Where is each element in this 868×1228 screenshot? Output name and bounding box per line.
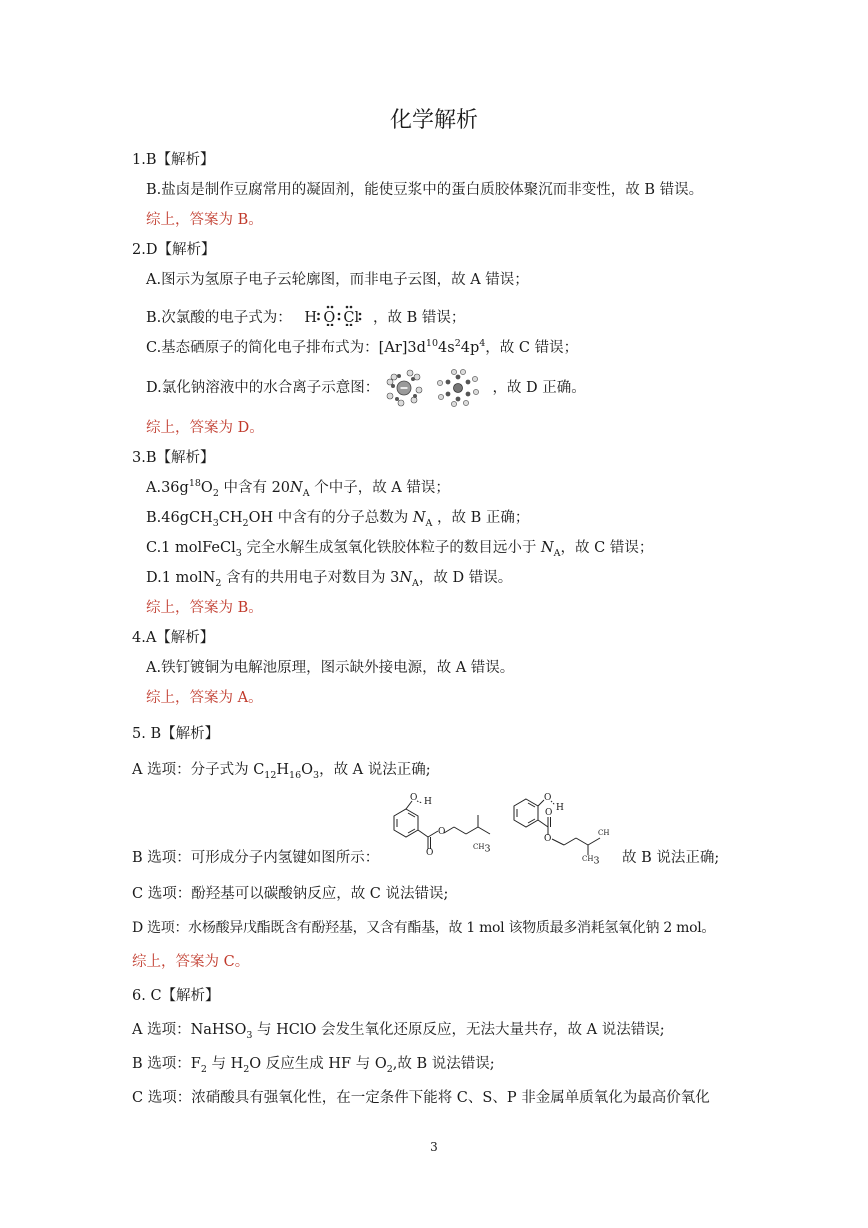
isoamyl-salicylate-structure-2: O H O O CH $CH_3$ bbox=[508, 793, 622, 865]
question-2-summary: 综上，答案为 D。 bbox=[146, 420, 264, 436]
question-5-option-b-conclusion: 故 B 说法正确; bbox=[622, 850, 720, 866]
question-4-option-a: A.铁钉镀铜为电解池原理，图示缺外接电源，故 A 错误。 bbox=[146, 660, 515, 676]
question-5-header: 5. B【解析】 bbox=[132, 726, 220, 742]
question-2-option-d: D.氯化钠溶液中的水合离子示意图： ，故 D 正确。 bbox=[146, 378, 586, 398]
question-5-option-c: C 选项：酚羟基可以碳酸钠反应，故 C 说法错误; bbox=[132, 886, 449, 902]
page-title: 化学解析 bbox=[389, 108, 478, 133]
question-2-option-a: A.图示为氢原子电子云轮廓图，而非电子云图，故 A 错误； bbox=[146, 272, 529, 288]
question-1-summary: 综上，答案为 B。 bbox=[146, 212, 263, 228]
question-3-option-b: $B.46gCH_3CH_2OH$ 中含有的分子总数为 $N_A$ ，故 B 正确； bbox=[146, 510, 530, 529]
question-3-option-c: C.1 molFeCl$_3$ 完全水解生成氢氧化铁胶体粒子的数目远小于 $N_A$，故 C 错误； bbox=[146, 540, 654, 559]
question-2-option-c: C.基态硒原子的简化电子排布式为：$[Ar]3d^{10}4s^24p^4$，故 C 错误； bbox=[146, 338, 579, 356]
hydrated-ions-diagram bbox=[384, 368, 488, 408]
question-4-summary: 综上，答案为 A。 bbox=[146, 690, 263, 706]
isoamyl-salicylate-structure-1: O H O O $CH_3$ bbox=[388, 793, 510, 859]
question-1-option-b: B.盐卤是制作豆腐常用的凝固剂，能使豆浆中的蛋白质胶体聚沉而非变性，故 B 错误。 bbox=[146, 182, 704, 198]
question-3-option-d: D.1 molN$_2$ 含有的共用电子对数目为 $3N_A$，故 D 错误。 bbox=[146, 570, 513, 589]
question-5-option-b: B 选项：可形成分子内氢键如图所示： bbox=[132, 850, 380, 866]
question-4-header: 4.A【解析】 bbox=[132, 630, 215, 646]
question-5-summary: 综上，答案为 C。 bbox=[132, 954, 250, 970]
question-1-header: 1.B【解析】 bbox=[132, 152, 215, 168]
question-3-header: 3.B【解析】 bbox=[132, 450, 215, 466]
question-2-header: 2.D【解析】 bbox=[132, 242, 216, 258]
page-number: 3 bbox=[430, 1140, 438, 1154]
hydrated-sodium-icon bbox=[437, 369, 478, 406]
hydrated-chloride-icon bbox=[387, 370, 422, 406]
question-6-option-b: B 选项：$F_2$ 与 $H_2O$ 反应生成 HF 与 $O_2$,故 B 说法错误; bbox=[132, 1056, 495, 1075]
question-3-option-a: $A.36g^{18}O_2$ 中含有 $20N_A$ 个中子，故 A 错误； bbox=[146, 478, 450, 499]
question-5-option-d: D 选项：水杨酸异戊酯既含有酚羟基，又含有酯基，故 1 mol 该物质最多消耗氢氧化钠 2 mol。 bbox=[132, 920, 716, 936]
question-6-option-a: A 选项：NaHSO$_3$ 与 HClO 会发生氧化还原反应，无法大量共存，故 A 说法错误; bbox=[132, 1022, 665, 1041]
hclo-electron-formula: H O Cl bbox=[296, 308, 368, 328]
question-6-header: 6. C【解析】 bbox=[132, 988, 220, 1004]
question-6-option-c: C 选项：浓硝酸具有强氧化性，在一定条件下能将 C、S、P 非金属单质氧化为最高价氧化 bbox=[132, 1090, 710, 1106]
question-5-option-a: A 选项：分子式为 $C_{12}H_{16}O_3$，故 A 说法正确; bbox=[132, 762, 431, 781]
question-2-option-b: B.次氯酸的电子式为： H O Cl ，故 B 错误； bbox=[146, 308, 465, 328]
question-3-summary: 综上，答案为 B。 bbox=[146, 600, 263, 616]
